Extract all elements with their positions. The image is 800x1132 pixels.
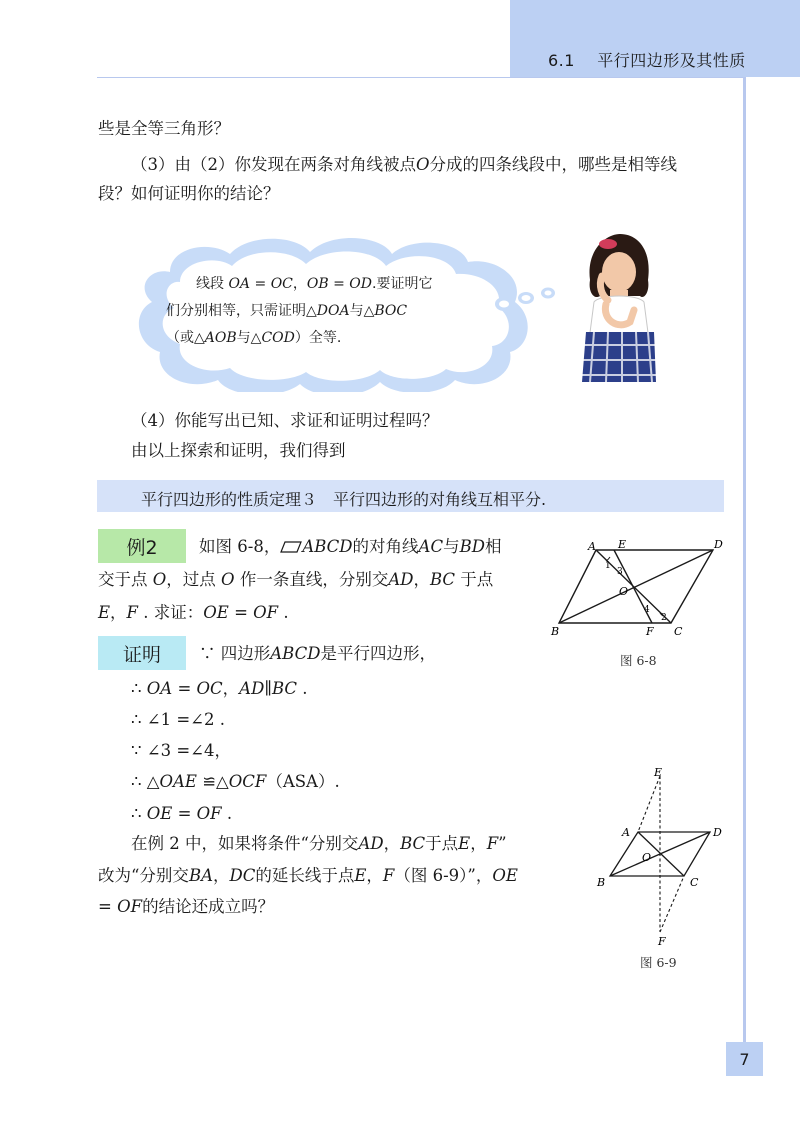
fig69-label-C: C	[690, 876, 699, 889]
fig68-label-A: A	[588, 540, 596, 553]
cloud-line-1: 线段 OA = OC，OB = OD.要证明它	[196, 276, 433, 292]
conclusion-lead: 由以上探索和证明，我们得到	[131, 441, 346, 460]
followup-line-3: = OF的结论还成立吗？	[98, 897, 275, 916]
fig68-angle-4: 4	[644, 605, 650, 615]
proof-tag: 证明	[98, 636, 186, 670]
followup-line-2: 改为“分别交BA，DC的延长线于点E，F（图 6-9）”，OE	[98, 866, 518, 885]
parallelogram-icon	[280, 538, 302, 550]
example-tag: 例2	[98, 529, 186, 563]
fig68-label-E: E	[618, 538, 627, 551]
fig69-label-F: F	[658, 935, 666, 948]
figure-6-9	[592, 764, 732, 950]
fig68-label-D: D	[714, 538, 723, 551]
fig69-label-A: A	[622, 826, 630, 839]
header-rule	[97, 77, 743, 78]
example-line-1: 如图 6-8， ABCD的对角线AC与BD相	[199, 537, 502, 556]
cloud-line-2: 们分别相等，只需证明△DOA与△BOC	[166, 303, 408, 319]
fig69-label-O: O	[642, 851, 652, 864]
fig68-label-F: F	[646, 625, 654, 638]
section-number: 6.1	[548, 51, 575, 70]
fig68-label-C: C	[674, 625, 683, 638]
figure-6-9-caption: 图 6-9	[640, 955, 677, 970]
proof-line-3: ∴ ∠1 =∠2 .	[131, 710, 225, 729]
question-3-line1: （3）由（2）你发现在两条对角线被点O分成的四条线段中，哪些是相等线	[131, 155, 678, 174]
proof-line-4: ∵ ∠3 =∠4，	[131, 741, 231, 760]
running-header	[548, 48, 746, 71]
cloud-line-3: （或△AOB与△COD）全等.	[166, 330, 342, 346]
fig68-angle-2: 2	[661, 613, 667, 623]
followup-line-1: 在例 2 中，如果将条件“分别交AD，BC于点E，F”	[131, 834, 507, 853]
proof-line-2: ∴ OA = OC，AD∥BC .	[131, 679, 308, 698]
girl-illustration	[578, 230, 658, 382]
question-4: （4）你能写出已知、求证和证明过程吗？	[131, 411, 439, 430]
proof-line-5: ∴ △OAE ≌△OCF（ASA）.	[131, 772, 340, 791]
example-line-2: 交于点 O，过点 O 作一条直线，分别交AD，BC 于点	[98, 570, 494, 589]
example-line-3: E，F . 求证：OE = OF .	[98, 603, 289, 622]
fig68-label-O: O	[619, 585, 629, 598]
fig69-label-B: B	[597, 876, 606, 889]
fig69-label-D: D	[713, 826, 722, 839]
figure-6-8-caption: 图 6-8	[620, 653, 657, 668]
proof-line-6: ∴ OE = OF .	[131, 804, 233, 823]
fig69-label-E: E	[654, 766, 663, 779]
section-title: 平行四边形及其性质	[597, 51, 746, 70]
proof-line-1: ∵ 四边形ABCD是平行四边形，	[199, 644, 436, 663]
page-number: 7	[726, 1042, 763, 1076]
question-3-line2: 段？如何证明你的结论？	[98, 184, 280, 203]
fig68-angle-1: 1	[605, 561, 611, 571]
fig68-label-B: B	[551, 625, 560, 638]
text-line: 些是全等三角形？	[98, 119, 230, 138]
margin-rule	[743, 77, 746, 1042]
fig68-angle-3: 3	[617, 567, 623, 577]
figure-6-8	[548, 537, 728, 641]
theorem-statement: 平行四边形的性质定理３ 平行四边形的对角线互相平分.	[141, 490, 547, 509]
